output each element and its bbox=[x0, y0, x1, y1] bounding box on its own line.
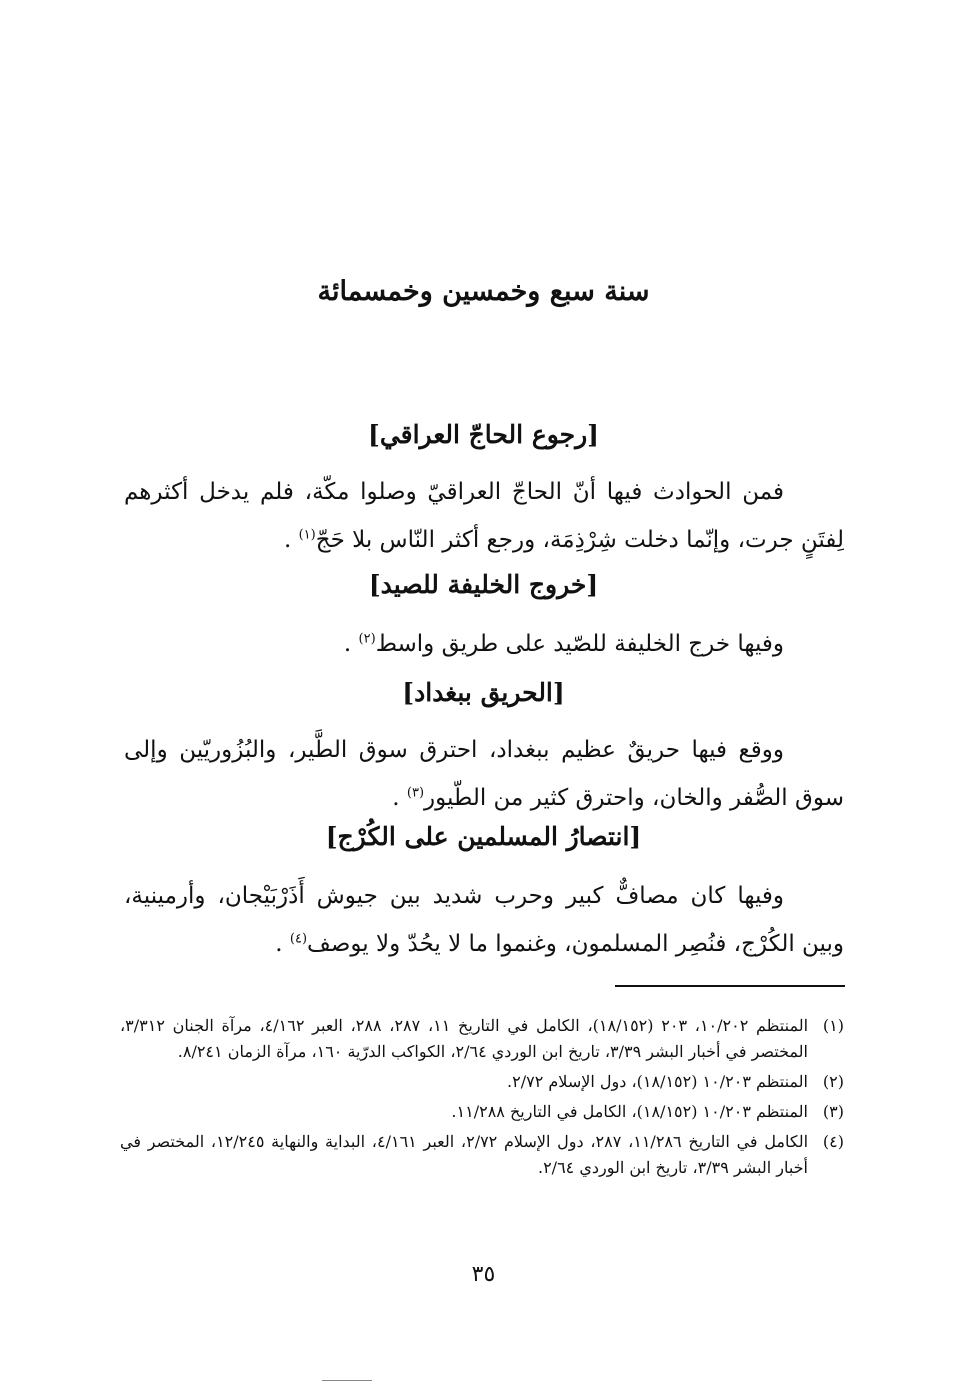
paragraph-line: فمن الحوادث فيها أنّ الحاجّ العراقيّ وصلوا مكّة، فلم يدخل أكثرهم bbox=[124, 479, 784, 505]
sentence-end: . bbox=[392, 785, 407, 811]
paragraph-line: ووقع فيها حريقٌ عظيم ببغداد، احترق سوق الطَّير، والبُزُوريّين وإلى bbox=[124, 737, 784, 763]
paragraph-line-text: سوق الصُّفر والخان، واحترق كثير من الطّيور bbox=[424, 785, 844, 811]
footnote-number: (٤) bbox=[822, 1132, 844, 1151]
paragraph-line-last bbox=[124, 920, 844, 968]
section-paragraph-fire bbox=[124, 726, 844, 822]
page-number: ٣٥ bbox=[471, 1262, 496, 1287]
paragraph-line-text: لِفتَنٍ جرت، وإنّما دخلت شِرْذِمَة، ورجع أكثر النّاس بلا حَجّ bbox=[315, 527, 844, 553]
section-paragraph-georgians bbox=[124, 872, 844, 968]
section-heading-fire: [الحريق ببغداد] bbox=[402, 678, 565, 707]
section-paragraph-hajj bbox=[124, 468, 844, 564]
year-title: سنة سبع وخمسين وخمسمائة bbox=[317, 276, 650, 307]
sentence-end: . bbox=[283, 527, 299, 553]
footnote-2 bbox=[120, 1069, 844, 1095]
footnote-text: المنتظم ١٠/٢٠٣ (١٨/١٥٢)، دول الإسلام ٢/٧٢. bbox=[507, 1072, 808, 1091]
footnote-ref[interactable]: (١) bbox=[298, 527, 316, 543]
footnote-ref[interactable]: (٣) bbox=[406, 785, 425, 801]
footnote-text: الكامل في التاريخ ١١/٢٨٦، ٢٨٧، دول الإسلام ٢/٧٢، العبر ٤/١٦١، البداية والنهاية ١٢/٢٤٥، المختصر في أخبار البشر ٣/٣٩، تاريخ ابن الوردي ٢/٦٤. bbox=[120, 1132, 809, 1177]
footnote-ref[interactable]: (٤) bbox=[289, 931, 308, 947]
footnote-number: (٢) bbox=[822, 1072, 844, 1091]
scan-edge-mark bbox=[322, 1380, 372, 1381]
paragraph-line-text: وبين الكُرْج، فنُصِر المسلمون، وغنموا ما لا يحُدّ ولا يوصف bbox=[307, 931, 844, 957]
footnote-4 bbox=[120, 1129, 844, 1181]
footnote-number: (٣) bbox=[822, 1102, 844, 1121]
paragraph-line-last bbox=[124, 774, 844, 822]
paragraph-line-text: وفيها خرج الخليفة للصّيد على طريق واسط bbox=[375, 631, 784, 657]
section-heading-hajj: [رجوع الحاجّ العراقي] bbox=[367, 420, 600, 449]
footnote-number: (١) bbox=[822, 1016, 844, 1035]
footnotes bbox=[120, 1013, 844, 1185]
footnote-ref[interactable]: (٢) bbox=[358, 631, 376, 647]
sentence-end: . bbox=[275, 931, 290, 957]
paragraph-line-last bbox=[124, 516, 844, 564]
section-paragraph-hunt bbox=[124, 620, 844, 668]
footnote-1 bbox=[120, 1013, 844, 1065]
section-heading-hunt: [خروج الخليفة للصيد] bbox=[368, 570, 599, 599]
footnote-separator bbox=[615, 985, 845, 987]
section-heading-georgians: [انتصارُ المسلمين على الكُرْج] bbox=[325, 822, 642, 851]
footnote-text: المنتظم ١٠/٢٠٣ (١٨/١٥٢)، الكامل في التاريخ ١١/٢٨٨. bbox=[451, 1102, 808, 1121]
paragraph-line: وفيها كان مصافٌّ كبير وحرب شديد بين جيوش أَذَرْبَيْجان، وأرمينية، bbox=[124, 883, 784, 909]
footnote-text: المنتظم ١٠/٢٠٢، ٢٠٣ (١٨/١٥٢)، الكامل في التاريخ ١١، ٢٨٧، ٢٨٨، العبر ٤/١٦٢، مرآة الجنان ٣/٣١٢، المختصر في أخبار البشر ٣/٣٩، تاريخ ابن الوردي ٢/٦٤، الكواكب الدرّية ١٦٠، مرآة الزمان ٨/٢٤١. bbox=[120, 1016, 809, 1061]
sentence-end: . bbox=[343, 631, 359, 657]
footnote-3 bbox=[120, 1099, 844, 1125]
